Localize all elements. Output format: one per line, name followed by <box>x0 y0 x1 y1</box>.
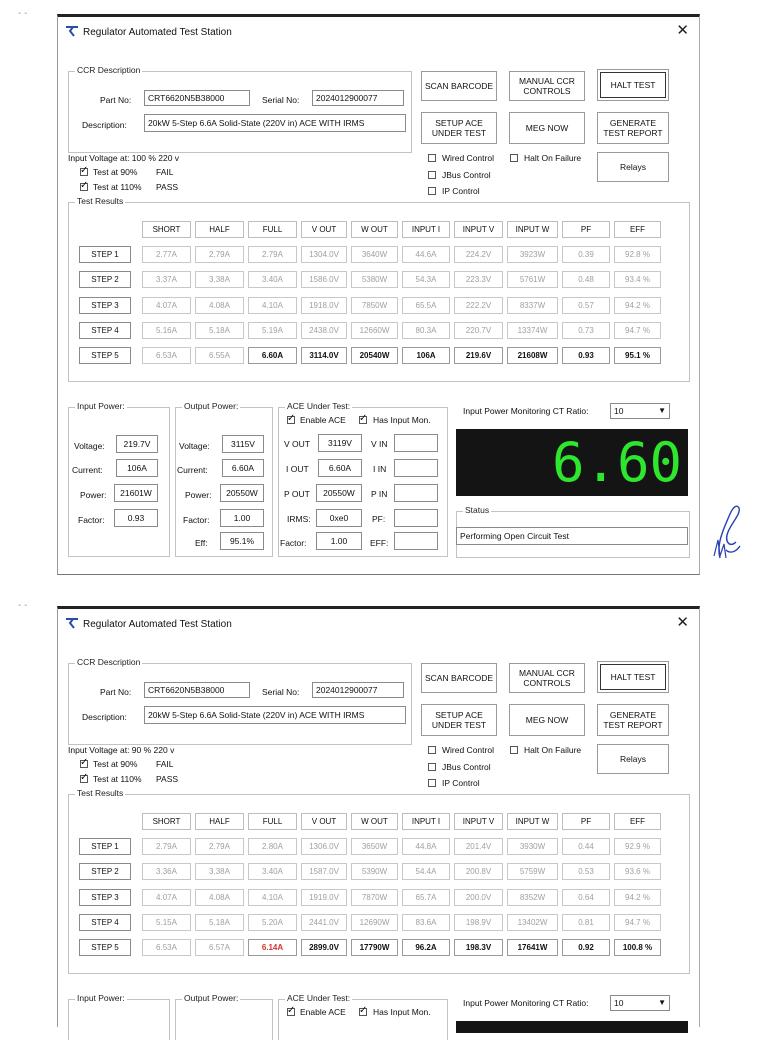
jbus-control-checkbox-2[interactable] <box>428 763 436 771</box>
scan-barcode-button[interactable]: SCAN BARCODE <box>421 71 497 101</box>
test-110-checkbox[interactable] <box>80 183 88 191</box>
output-current-label: Current: <box>177 465 208 475</box>
test-90-checkbox[interactable] <box>80 168 88 176</box>
output-current-value: 6.60A <box>222 459 264 477</box>
column-header: V OUT <box>301 813 347 830</box>
result-cell: 2.80A <box>248 838 297 855</box>
result-cell: 0.44 <box>562 838 610 855</box>
manual-ccr-controls-button[interactable]: MANUAL CCR CONTROLS <box>509 71 585 101</box>
input-power-group-2 <box>68 993 170 1040</box>
dropdown-arrow-icon: ▼ <box>658 998 666 1007</box>
test-90-result: FAIL <box>156 167 174 177</box>
result-cell: 3.37A <box>142 271 191 288</box>
column-header: HALF <box>195 221 244 238</box>
result-cell: 201.4V <box>454 838 503 855</box>
test-90-label-2: Test at 90% <box>93 759 138 769</box>
column-header: FULL <box>248 221 297 238</box>
ace-irms-label: IRMS: <box>287 514 311 524</box>
ace-vout-value: 3119V <box>318 434 362 452</box>
column-header: PF <box>562 813 610 830</box>
input-factor-value: 0.93 <box>114 509 158 527</box>
relays-button[interactable]: Relays <box>597 152 669 182</box>
result-cell: 0.64 <box>562 889 610 906</box>
ace-pout-label: P OUT <box>284 489 310 499</box>
result-cell: 219.6V <box>454 347 503 364</box>
ace-under-test-label-w2: ACE Under Test: <box>287 993 351 1003</box>
result-cell: 5.18A <box>195 914 244 931</box>
result-cell: 0.48 <box>562 271 610 288</box>
relays-button-2[interactable]: Relays <box>597 744 669 774</box>
close-icon[interactable]: ✕ <box>676 22 689 39</box>
result-cell: 6.53A <box>142 347 191 364</box>
result-cell: 2441.0V <box>301 914 347 931</box>
result-cell: 2.79A <box>248 246 297 263</box>
result-cell: 80.3A <box>402 322 450 339</box>
column-header: HALF <box>195 813 244 830</box>
current-readout-display: 6.60 <box>456 429 688 496</box>
result-cell: 1919.0V <box>301 889 347 906</box>
result-cell: 65.7A <box>402 889 450 906</box>
jbus-control-label: JBus Control <box>442 170 491 180</box>
column-header: V OUT <box>301 221 347 238</box>
column-header: INPUT W <box>507 221 558 238</box>
column-header: FULL <box>248 813 297 830</box>
result-cell: 100.8 % <box>614 939 661 956</box>
column-header: INPUT I <box>402 813 450 830</box>
status-label: Status <box>465 505 490 515</box>
output-power-label-2: Power: <box>185 490 212 500</box>
test-110-label: Test at 110% <box>93 182 142 192</box>
test-90-checkbox-2[interactable] <box>80 760 88 768</box>
app-window-1 <box>57 14 700 575</box>
result-cell: 94.2 % <box>614 889 661 906</box>
manual-ccr-controls-button-2[interactable]: MANUAL CCR CONTROLS <box>509 663 585 693</box>
input-power-value: 21601W <box>114 484 158 502</box>
scan-mark-2: - - <box>18 600 28 611</box>
setup-ace-button-2[interactable]: SETUP ACE UNDER TEST <box>421 704 497 736</box>
ccr-description-group-2 <box>68 657 412 745</box>
ip-control-label-2: IP Control <box>442 778 480 788</box>
result-cell: 96.2A <box>402 939 450 956</box>
result-cell: 92.9 % <box>614 838 661 855</box>
result-cell: 2.79A <box>195 246 244 263</box>
result-cell: 198.3V <box>454 939 503 956</box>
result-cell: 21608W <box>507 347 558 364</box>
input-voltage-label: Voltage: <box>74 441 105 451</box>
result-cell: 3.40A <box>248 863 297 880</box>
setup-ace-button[interactable]: SETUP ACE UNDER TEST <box>421 112 497 144</box>
enable-ace-checkbox-2[interactable] <box>287 1008 295 1016</box>
output-factor-value: 1.00 <box>220 509 264 527</box>
result-cell: 3.40A <box>248 271 297 288</box>
result-cell: 106A <box>402 347 450 364</box>
result-cell: 198.9V <box>454 914 503 931</box>
input-power-group <box>68 401 170 557</box>
result-cell: 8352W <box>507 889 558 906</box>
result-cell: 0.39 <box>562 246 610 263</box>
output-voltage-value: 3115V <box>222 435 264 453</box>
ace-eff-value <box>394 532 438 550</box>
step-label: STEP 5 <box>79 939 131 956</box>
result-cell: 1587.0V <box>301 863 347 880</box>
generate-report-button-2[interactable]: GENERATE TEST REPORT <box>597 704 669 736</box>
result-cell: 0.73 <box>562 322 610 339</box>
description-label-2: Description: <box>82 712 127 722</box>
ip-control-label: IP Control <box>442 186 480 196</box>
column-header: EFF <box>614 813 661 830</box>
test-110-checkbox-2[interactable] <box>80 775 88 783</box>
ace-pf-value <box>394 509 438 527</box>
output-power-value: 20550W <box>220 484 264 502</box>
result-cell: 6.53A <box>142 939 191 956</box>
result-cell: 8337W <box>507 297 558 314</box>
result-cell: 220.7V <box>454 322 503 339</box>
result-cell: 54.3A <box>402 271 450 288</box>
output-eff-value: 95.1% <box>220 532 264 550</box>
result-cell: 83.6A <box>402 914 450 931</box>
ace-vout-label: V OUT <box>284 439 310 449</box>
column-header: INPUT V <box>454 221 503 238</box>
input-voltage-value: 219.7V <box>116 435 158 453</box>
app-window-2 <box>57 606 700 1027</box>
step-label: STEP 1 <box>79 246 131 263</box>
result-cell: 94.2 % <box>614 297 661 314</box>
description-field-2[interactable]: 20kW 5-Step 6.6A Solid-State (220V in) ACE WITH IRMS <box>144 706 406 724</box>
result-cell: 94.7 % <box>614 914 661 931</box>
result-cell: 12690W <box>351 914 398 931</box>
result-cell: 3.38A <box>195 271 244 288</box>
halt-test-button[interactable]: HALT TEST <box>597 69 669 101</box>
generate-report-button[interactable]: GENERATE TEST REPORT <box>597 112 669 144</box>
has-input-mon-label: Has Input Mon. <box>373 415 431 425</box>
step-label: STEP 4 <box>79 322 131 339</box>
halt-on-failure-checkbox[interactable] <box>510 154 518 162</box>
column-header: INPUT W <box>507 813 558 830</box>
result-cell: 3.36A <box>142 863 191 880</box>
halt-test-button-2[interactable]: HALT TEST <box>597 661 669 693</box>
result-cell: 3.38A <box>195 863 244 880</box>
dropdown-arrow-icon: ▼ <box>658 406 666 415</box>
enable-ace-label: Enable ACE <box>300 415 346 425</box>
window-title: Regulator Automated Test Station <box>83 27 232 38</box>
test-110-result-2: PASS <box>156 774 179 784</box>
result-cell: 0.81 <box>562 914 610 931</box>
result-cell: 1306.0V <box>301 838 347 855</box>
result-cell: 4.07A <box>142 889 191 906</box>
jbus-control-label-2: JBus Control <box>442 762 491 772</box>
meg-now-button[interactable]: MEG NOW <box>509 112 585 144</box>
result-cell: 44.6A <box>402 246 450 263</box>
result-cell: 2.77A <box>142 246 191 263</box>
ace-factor-label: Factor: <box>280 538 307 548</box>
ccr-description-label-2: CCR Description <box>77 657 141 667</box>
result-cell: 4.10A <box>248 889 297 906</box>
result-cell: 200.8V <box>454 863 503 880</box>
result-cell: 3923W <box>507 246 558 263</box>
ip-control-checkbox[interactable] <box>428 187 436 195</box>
column-header: INPUT V <box>454 813 503 830</box>
ace-under-test-label: ACE Under Test: <box>287 401 351 411</box>
result-cell: 6.57A <box>195 939 244 956</box>
result-cell: 0.53 <box>562 863 610 880</box>
result-cell: 93.6 % <box>614 863 661 880</box>
result-cell: 54.4A <box>402 863 450 880</box>
has-input-mon-checkbox[interactable] <box>359 416 367 424</box>
result-cell: 2899.0V <box>301 939 347 956</box>
ct-ratio-value-2: 10 <box>614 998 624 1008</box>
column-header: W OUT <box>351 221 398 238</box>
result-cell: 3640W <box>351 246 398 263</box>
output-eff-label: Eff: <box>195 538 208 548</box>
result-cell: 94.7 % <box>614 322 661 339</box>
handwritten-signature <box>706 500 746 562</box>
ace-pout-value: 20550W <box>316 484 362 502</box>
step-label: STEP 2 <box>79 863 131 880</box>
result-cell: 2438.0V <box>301 322 347 339</box>
part-no-label: Part No: <box>100 95 132 105</box>
result-cell: 6.14A <box>248 939 297 956</box>
test-110-result: PASS <box>156 182 179 192</box>
column-header: SHORT <box>142 813 191 830</box>
input-power-label-w2: Input Power: <box>77 993 125 1003</box>
result-cell: 5761W <box>507 271 558 288</box>
result-cell: 5.15A <box>142 914 191 931</box>
input-current-value: 106A <box>116 459 158 477</box>
result-cell: 5.20A <box>248 914 297 931</box>
jbus-control-checkbox[interactable] <box>428 171 436 179</box>
column-header: PF <box>562 221 610 238</box>
description-label: Description: <box>82 120 127 130</box>
result-cell: 5380W <box>351 271 398 288</box>
ace-iout-value: 6.60A <box>318 459 362 477</box>
result-cell: 17790W <box>351 939 398 956</box>
serial-no-label: Serial No: <box>262 95 300 105</box>
serial-no-label-2: Serial No: <box>262 687 300 697</box>
test-90-label: Test at 90% <box>93 167 138 177</box>
result-cell: 92.8 % <box>614 246 661 263</box>
ccr-description-group <box>68 65 412 153</box>
result-cell: 6.55A <box>195 347 244 364</box>
ace-irms-value: 0xe0 <box>316 509 362 527</box>
result-cell: 1304.0V <box>301 246 347 263</box>
ace-vin-value <box>394 434 438 452</box>
enable-ace-label-2: Enable ACE <box>300 1007 346 1017</box>
title-bar-2 <box>58 609 699 637</box>
current-readout-display-2 <box>456 1021 688 1033</box>
result-cell: 5.18A <box>195 322 244 339</box>
step-label: STEP 1 <box>79 838 131 855</box>
result-cell: 4.07A <box>142 297 191 314</box>
output-factor-label: Factor: <box>183 515 210 525</box>
ct-ratio-label: Input Power Monitoring CT Ratio: <box>463 406 589 416</box>
wired-control-label-2: Wired Control <box>442 745 494 755</box>
ace-pin-label: P IN <box>371 489 388 499</box>
result-cell: 6.60A <box>248 347 297 364</box>
output-voltage-label: Voltage: <box>179 441 210 451</box>
ace-pin-value <box>394 484 438 502</box>
test-results-label: Test Results <box>77 196 124 206</box>
test-110-label-2: Test at 110% <box>93 774 142 784</box>
result-cell: 93.4 % <box>614 271 661 288</box>
wired-control-checkbox[interactable] <box>428 154 436 162</box>
output-power-label: Output Power: <box>184 401 239 411</box>
status-text: Performing Open Circuit Test <box>456 527 688 545</box>
halt-on-failure-label-2: Halt On Failure <box>524 745 582 755</box>
result-cell: 0.92 <box>562 939 610 956</box>
ace-pf-label: PF: <box>372 514 386 524</box>
result-cell: 13402W <box>507 914 558 931</box>
result-cell: 7870W <box>351 889 398 906</box>
test-90-result-2: FAIL <box>156 759 174 769</box>
wired-control-checkbox-2[interactable] <box>428 746 436 754</box>
part-no-label-2: Part No: <box>100 687 132 697</box>
result-cell: 44.8A <box>402 838 450 855</box>
serial-no-field[interactable]: 2024012900077 <box>312 90 404 106</box>
ip-control-checkbox-2[interactable] <box>428 779 436 787</box>
window-title-2: Regulator Automated Test Station <box>83 619 232 630</box>
ct-ratio-value: 10 <box>614 406 624 416</box>
wired-control-label: Wired Control <box>442 153 494 163</box>
step-label: STEP 3 <box>79 297 131 314</box>
result-cell: 0.57 <box>562 297 610 314</box>
result-cell: 1918.0V <box>301 297 347 314</box>
input-factor-label: Factor: <box>78 515 105 525</box>
result-cell: 1586.0V <box>301 271 347 288</box>
column-header: INPUT I <box>402 221 450 238</box>
result-cell: 12660W <box>351 322 398 339</box>
ct-ratio-select[interactable] <box>610 403 670 419</box>
result-cell: 3930W <box>507 838 558 855</box>
result-cell: 5.19A <box>248 322 297 339</box>
result-cell: 222.2V <box>454 297 503 314</box>
step-label: STEP 3 <box>79 889 131 906</box>
result-cell: 65.5A <box>402 297 450 314</box>
part-no-field-2[interactable]: CRT6620N5B38000 <box>144 682 250 698</box>
result-cell: 3650W <box>351 838 398 855</box>
result-cell: 200.0V <box>454 889 503 906</box>
result-cell: 95.1 % <box>614 347 661 364</box>
result-cell: 20540W <box>351 347 398 364</box>
input-power-label-2: Power: <box>80 490 107 500</box>
ace-eff-label: EFF: <box>370 538 389 548</box>
input-current-label: Current: <box>72 465 103 475</box>
ace-iin-value <box>394 459 438 477</box>
result-cell: 2.79A <box>142 838 191 855</box>
close-icon[interactable]: ✕ <box>676 614 689 631</box>
result-cell: 0.93 <box>562 347 610 364</box>
input-power-label: Input Power: <box>77 401 125 411</box>
result-cell: 4.08A <box>195 297 244 314</box>
result-cell: 4.08A <box>195 889 244 906</box>
ace-iin-label: I IN <box>373 464 387 474</box>
result-cell: 2.79A <box>195 838 244 855</box>
test-results-label-2: Test Results <box>77 788 124 798</box>
result-cell: 13374W <box>507 322 558 339</box>
has-input-mon-label-2: Has Input Mon. <box>373 1007 431 1017</box>
serial-no-field-2[interactable]: 2024012900077 <box>312 682 404 698</box>
scan-mark: - - <box>18 8 28 19</box>
column-header: W OUT <box>351 813 398 830</box>
output-power-group-2 <box>175 993 273 1040</box>
result-cell: 223.3V <box>454 271 503 288</box>
result-cell: 5759W <box>507 863 558 880</box>
description-field[interactable]: 20kW 5-Step 6.6A Solid-State (220V in) ACE WITH IRMS <box>144 114 406 132</box>
has-input-mon-checkbox-2[interactable] <box>359 1008 367 1016</box>
result-cell: 5390W <box>351 863 398 880</box>
output-power-label-w2: Output Power: <box>184 993 239 1003</box>
halt-on-failure-label: Halt On Failure <box>524 153 582 163</box>
input-voltage-setting: Input Voltage at: 100 % 220 v <box>68 153 180 163</box>
ccr-description-label: CCR Description <box>77 65 141 75</box>
input-voltage-setting-2: Input Voltage at: 90 % 220 v <box>68 745 175 755</box>
result-cell: 4.10A <box>248 297 297 314</box>
column-header: EFF <box>614 221 661 238</box>
ct-ratio-select-2[interactable] <box>610 995 670 1011</box>
step-label: STEP 4 <box>79 914 131 931</box>
result-cell: 224.2V <box>454 246 503 263</box>
result-cell: 3114.0V <box>301 347 347 364</box>
result-cell: 5.16A <box>142 322 191 339</box>
title-bar <box>58 17 699 45</box>
result-cell: 7850W <box>351 297 398 314</box>
ace-vin-label: V IN <box>371 439 388 449</box>
ace-factor-value: 1.00 <box>316 532 362 550</box>
result-cell: 17641W <box>507 939 558 956</box>
app-logo-icon <box>65 25 79 37</box>
enable-ace-checkbox[interactable] <box>287 416 295 424</box>
halt-on-failure-checkbox-2[interactable] <box>510 746 518 754</box>
part-no-field[interactable]: CRT6620N5B38000 <box>144 90 250 106</box>
meg-now-button-2[interactable]: MEG NOW <box>509 704 585 736</box>
column-header: SHORT <box>142 221 191 238</box>
ct-ratio-label-2: Input Power Monitoring CT Ratio: <box>463 998 589 1008</box>
step-label: STEP 5 <box>79 347 131 364</box>
app-logo-icon <box>65 617 79 629</box>
scan-barcode-button-2[interactable]: SCAN BARCODE <box>421 663 497 693</box>
ace-iout-label: I OUT <box>286 464 309 474</box>
step-label: STEP 2 <box>79 271 131 288</box>
